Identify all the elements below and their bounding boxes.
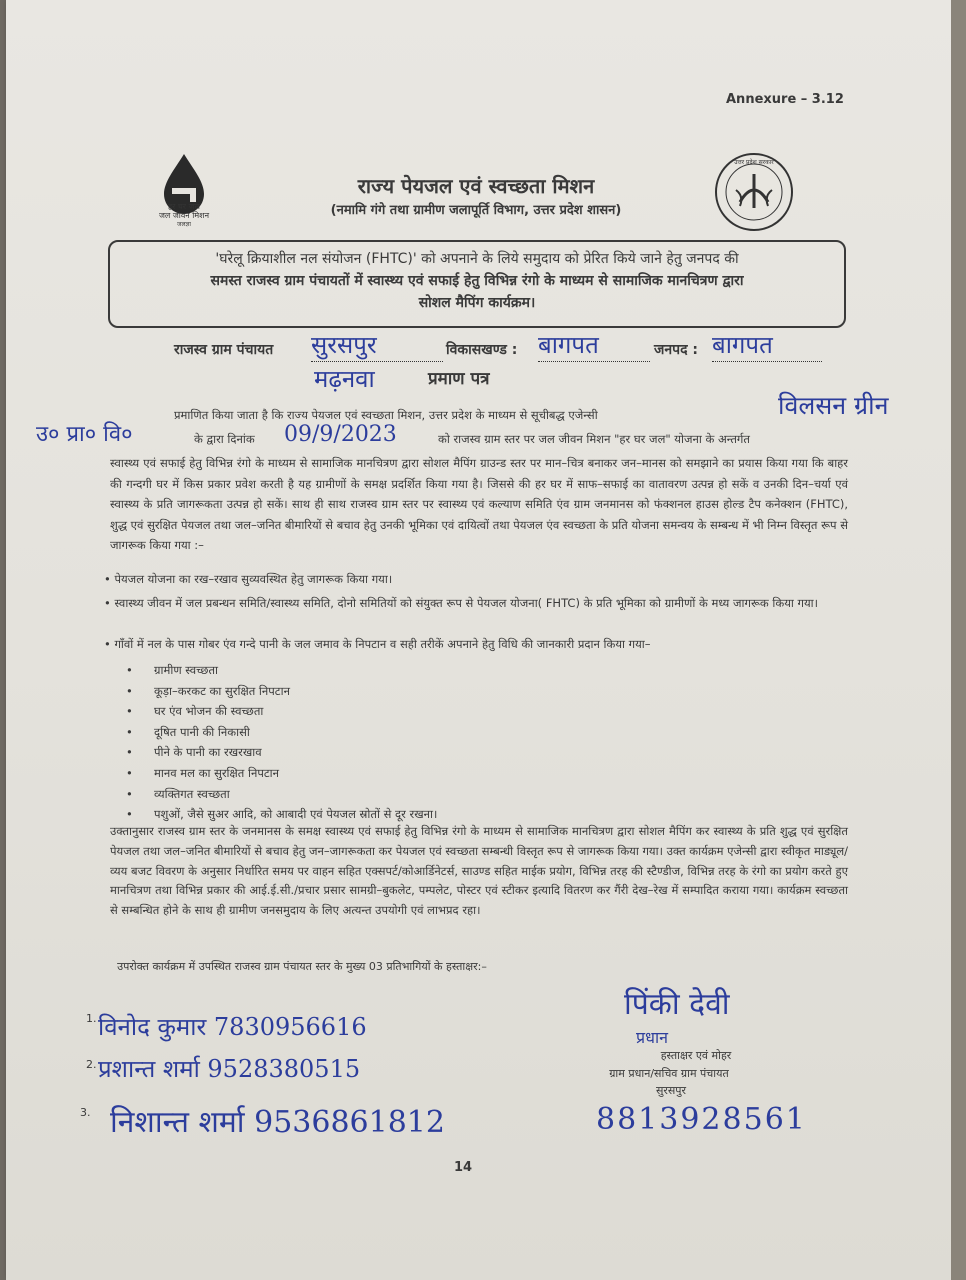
up-government-emblem bbox=[706, 150, 806, 235]
list-item: • दूषित पानी की निकासी bbox=[126, 722, 526, 743]
bullet-3: • गाँवों में नल के पास गोबर एंव गन्दे पानी के जल जमाव के निपटान व सही तरीकें अपनाने हेतु विधि की जानकारी प्रदान किया गया– bbox=[104, 637, 651, 651]
bullet-1: • पेयजल योजना का रख–रखाव सुव्यवस्थित हेतु जागरूक किया गया। bbox=[104, 572, 393, 586]
har-ghar-jal-logo bbox=[144, 150, 224, 230]
intro-body: स्वास्थ्य एवं सफाई हेतु विभिन्न रंगो के माध्यम से सामाजिक मानचित्रण द्वारा सोशल मैपिंग ग्राउन्ड स्तर पर मान–चित्र बनाकर जन–मानस को समझाने का प्रयास किया गया कि बाहर की गन्दगी घर में किस प्रकार प्रवेश करती है यह ग्रामीणों के समक्ष प्रदर्शित किया गया है। जिससे की हर घर में साफ–सफाई का वातावरण उत्पन्न हो सकें व उनकी दिन–चर्या एवं स्वास्थ्य के प्रति जागरूकता उत्पन्न हो सकें। साथ ही साथ राजस्व ग्राम स्तर पर स्वास्थ्य एवं कल्याण समिति एंव ग्राम जनमानस को फंक्शनल हाउस होल्ड टैप कनेक्शन (FHTC), शुद्ध एवं सुरक्षित पेयजल तथा जल–जनित बीमारियों से बचाव हेतु उनकी भूमिका एवं दायित्वों तथा पेयजल एंव स्वच्छता के प्रति योजना समन्वय के सम्बन्ध में भी निम्न विस्तृत रूप से जागरूक किया गया :– bbox=[110, 456, 848, 552]
intro-part-1: प्रमाणित किया जाता है कि राज्य पेयजल एवं स्वच्छता मिशन, उत्तर प्रदेश के माध्यम से सूचीबद्ध एजेन्सी bbox=[174, 408, 598, 422]
village-handwritten: मढ़नवा bbox=[314, 365, 375, 393]
pradhan-line-3: सुरसपुर bbox=[655, 1084, 687, 1097]
list-item: • कूड़ा–करकट का सुरक्षित निपटान bbox=[126, 681, 526, 702]
participant-2-entry[interactable]: प्रशान्त शर्मा 9528380515 bbox=[98, 1055, 361, 1083]
list-item: • मानव मल का सुरक्षित निपटान bbox=[126, 763, 526, 784]
page-number: 14 bbox=[454, 1160, 473, 1175]
pradhan-line-2: ग्राम प्रधान/सचिव ग्राम पंचायत bbox=[609, 1067, 729, 1080]
sub-bullet-list bbox=[126, 660, 526, 825]
mission-subtitle: (नमामि गंगे तथा ग्रामीण जलापूर्ति विभाग, उत्तर प्रदेश शासन) bbox=[330, 203, 622, 218]
program-line-1: 'घरेलू क्रियाशील नल संयोजन (FHTC)' को अपनाने के लिये समुदाय को प्रेरित किये जाने हेतु जनपद की bbox=[215, 251, 739, 267]
intro-part-2: के द्वारा दिनांक bbox=[194, 432, 255, 446]
program-title-box bbox=[108, 240, 846, 328]
list-item: • पशुओं, जैसे सुअर आदि, को आबादी एवं पेयजल स्रोतों से दूर रखना। bbox=[126, 804, 526, 825]
conclusion-paragraph: उक्तानुसार राजस्व ग्राम स्तर के जनमानस के समक्ष स्वास्थ्य एवं सफाई हेतु विभिन्न रंगो के माध्यम से सामाजिक मानचित्रण द्वारा सोशल मैपिंग कर स्वास्थ्य के प्रति शुद्ध एवं सुरक्षित पेयजल तथा जल–जनित बीमारियों से बचाव हेतु जन–जागरूकता कर पेयजल एवं स्वच्छता सम्बन्धी विस्तृत रूप से जागरूक किया गया। उक्त कार्यक्रम एजेन्सी द्वारा स्वीकृत माड्यूल/व्यय बजट विवरण के अनुसार निर्धारित समय पर वाहन सहित एक्सपर्ट/कोआर्डिनेटर्स, साउण्ड सहित माईक प्रयोग, विभिन्न तरह की स्टैण्डीज, विभिन्न तरह के रंगो का प्रयोग करते हुए मानचित्रण तथा विभिन्न प्रकार की आई.ई.सी./प्रचार प्रसार सामग्री–बुकलेट, पम्पलेट, पोस्टर एवं स्टीकर इत्यादि वितरण कर गैंरी देख–रेख में सम्पादित कराया गया। कार्यक्रम स्वच्छता से सम्बन्धित होने के साथ ही ग्रामीण जनसमुदाय के लिए अत्यन्त उपयोगी एवं लाभप्रद रहा। bbox=[110, 824, 848, 918]
participant-2-number: 2. bbox=[86, 1058, 97, 1071]
intro-part-3: को राजस्व ग्राम स्तर पर जल जीवन मिशन "हर घर जल" योजना के अन्तर्गत bbox=[438, 432, 750, 446]
background-edge bbox=[951, 0, 966, 1280]
vikaskhand-value[interactable]: बागपत bbox=[538, 328, 650, 362]
annexure-label: Annexure – 3.12 bbox=[726, 92, 844, 107]
participant-3-number: 3. bbox=[80, 1106, 91, 1119]
gram-panchayat-label: राजस्व ग्राम पंचायत bbox=[174, 342, 274, 358]
participant-1-entry[interactable]: विनोद कुमार 7830956616 bbox=[98, 1013, 367, 1041]
pradhan-signature: पिंकी देवी bbox=[624, 987, 730, 1022]
pradhan-phone: 8813928561 bbox=[596, 1102, 807, 1137]
document-page bbox=[6, 0, 951, 1280]
certificate-title: प्रमाण पत्र bbox=[428, 369, 490, 389]
logo-line-1: हर घर जल bbox=[168, 202, 200, 211]
mission-title: राज्य पेयजल एवं स्वच्छता मिशन bbox=[357, 174, 595, 198]
program-line-2: समस्त राजस्व ग्राम पंचायतों में स्वास्थ्य एवं सफाई हेतु विभिन्न रंगो के माध्यम से सामाजिक मानचित्रण द्वारा bbox=[210, 273, 744, 289]
janpad-value[interactable]: बागपत bbox=[712, 328, 822, 362]
emblem-text: उत्तर प्रदेश सरकार bbox=[734, 159, 774, 166]
participant-1-number: 1. bbox=[86, 1012, 97, 1025]
participants-label: उपरोक्त कार्यक्रम में उपस्थित राजस्व ग्राम पंचायत स्तर के मुख्य 03 प्रतिभागियों के हस्ताक्षर:– bbox=[117, 960, 487, 973]
logo-line-3: जलज्ञा bbox=[177, 221, 191, 228]
gram-panchayat-value[interactable]: सुरसपुर bbox=[311, 328, 443, 362]
bullet-2: • स्वास्थ्य जीवन में जल प्रबन्धन समिति/स्वास्थ्य समिति, दोनो समितियों को संयुक्त रूप से पेयजल योजना( FHTC) के प्रति भूमिका को ग्रामीणों के मध्य जागरूक किया गया। bbox=[104, 596, 818, 610]
janpad-label: जनपद : bbox=[654, 342, 699, 358]
list-item: • पीने के पानी का रखरखाव bbox=[126, 742, 526, 763]
list-item: • घर एंव भोजन की स्वच्छता bbox=[126, 701, 526, 722]
date-handwritten: 09/9/2023 bbox=[284, 422, 397, 447]
pradhan-label: प्रधान bbox=[636, 1028, 668, 1047]
program-line-3: सोशल मैपिंग कार्यक्रम। bbox=[418, 295, 536, 311]
list-item: • व्यक्तिगत स्वच्छता bbox=[126, 784, 526, 805]
vikaskhand-label: विकासखण्ड : bbox=[446, 342, 518, 358]
list-item: • ग्रामीण स्वच्छता bbox=[126, 660, 526, 681]
pradhan-line-1: हस्ताक्षर एवं मोहर bbox=[660, 1049, 732, 1062]
school-handwritten: उ० प्रा० वि० bbox=[36, 422, 133, 447]
participant-3-entry[interactable]: निशान्त शर्मा 9536861812 bbox=[110, 1105, 445, 1140]
logo-line-2: जल जीवन मिशन bbox=[158, 211, 210, 220]
agency-handwritten: विलसन ग्रीन bbox=[778, 391, 889, 420]
